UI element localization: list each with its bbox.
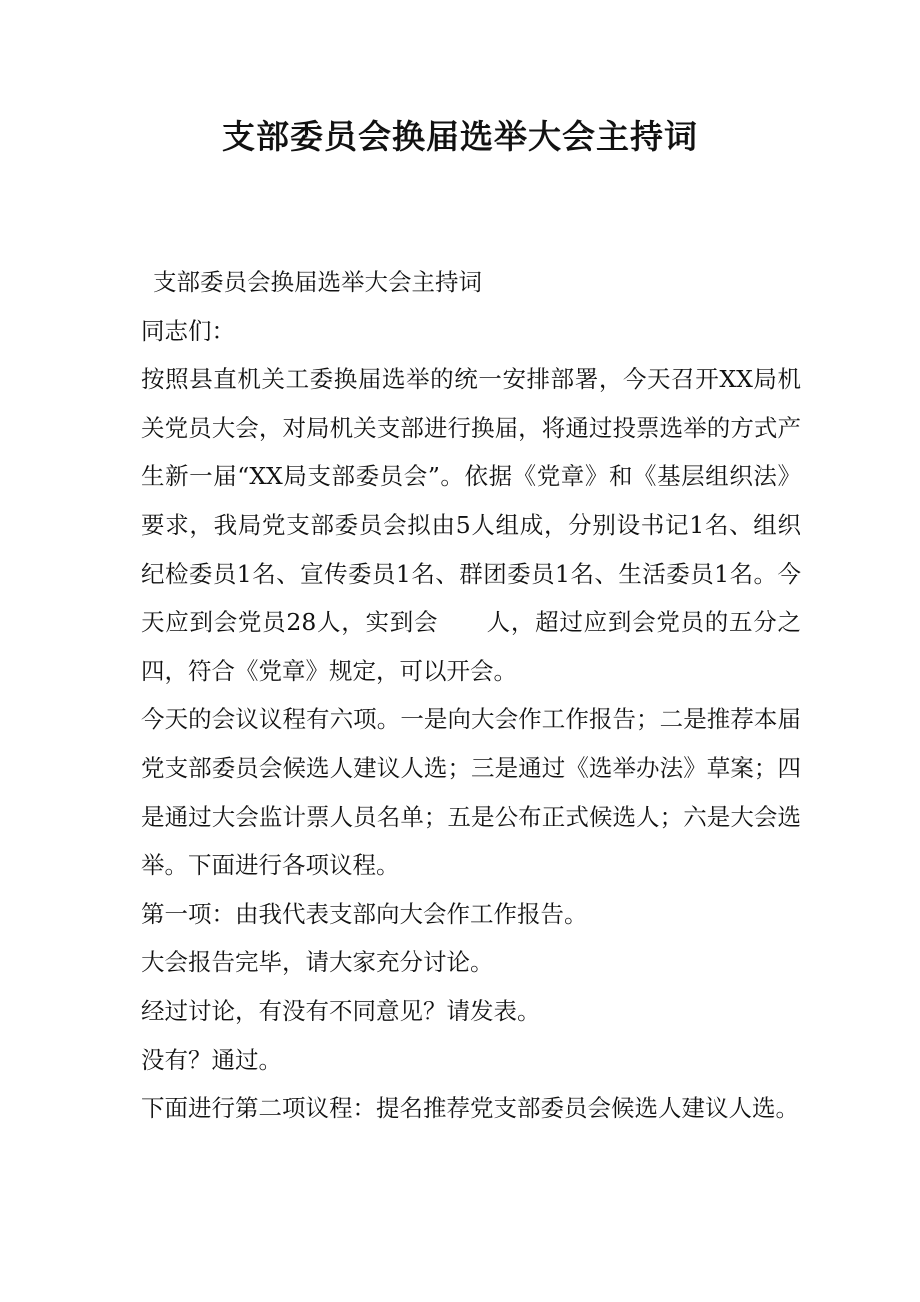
item-two-paragraph: 下面进行第二项议程：提名推荐党支部委员会候选人建议人选。 bbox=[141, 1094, 799, 1123]
item-one-paragraph: 第一项：由我代表支部向大会作工作报告。 bbox=[141, 899, 588, 928]
approval-paragraph: 没有？通过。 bbox=[141, 1045, 282, 1074]
report-finished-paragraph: 大会报告完毕，请大家充分讨论。 bbox=[141, 948, 494, 977]
greeting-paragraph: 同志们： bbox=[141, 316, 235, 345]
agenda-paragraph: 今天的会议议程有六项。一是向大会作工作报告；二是推荐本届党支部委员会候选人建议人选；三是通过《选举办法》草案；四是通过大会监计票人员名单；五是公布正式候选人；六是大会选举。下面进行各项议程。 bbox=[141, 705, 801, 880]
body-subtitle: 支部委员会换届选举大会主持词 bbox=[153, 268, 482, 296]
intro-paragraph: 按照县直机关工委换届选举的统一安排部署，今天召开XX局机关党员大会，对局机关支部进行换届，将通过投票选举的方式产生新一届“XX局支部委员会”。依据《党章》和《基层组织法》要求，我局党支部委员会拟由5人组成，分别设书记1名、组织纪检委员1名、宣传委员1名、群团委员1名、生活委员1名。今天应到会党员28人，实到会 人，超过应到会党员的五分之四，符合《党章》规定，可以开会。 bbox=[141, 365, 801, 685]
discussion-paragraph: 经过讨论，有没有不同意见？请发表。 bbox=[141, 996, 541, 1025]
document-title: 支部委员会换届选举大会主持词 bbox=[222, 117, 698, 156]
document-body bbox=[141, 258, 801, 1133]
